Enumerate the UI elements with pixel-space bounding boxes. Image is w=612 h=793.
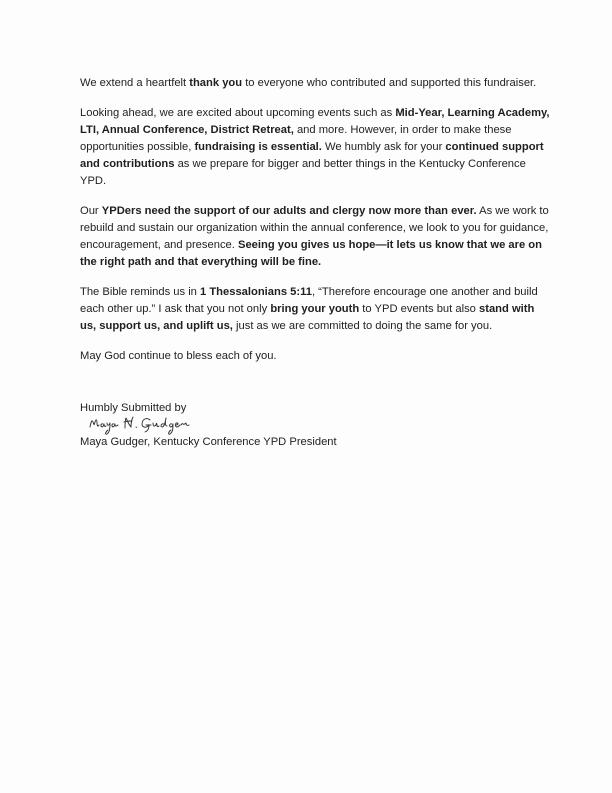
text-run: to everyone who contributed and supported this fundraiser. (242, 77, 537, 89)
text-run: as we prepare for bigger and better things in the Kentucky Conference YPD. (80, 158, 526, 187)
signature-image (88, 413, 203, 439)
bold-run: fundraising is essential. (194, 141, 322, 153)
bold-run: 1 Thessalonians 5:11 (200, 286, 312, 298)
bold-run: YPDers need the support of our adults and clergy now more than ever. (101, 205, 477, 217)
text-run: As we work to rebuild and sustain our organization within the annual conference, we look to you for guidance, encouragement, and presence. (80, 205, 549, 251)
upcoming-events-paragraph (80, 105, 550, 190)
text-run: to YPD events but also (359, 303, 480, 315)
thank-you-paragraph (80, 75, 550, 92)
bold-run: stand with us, support us, and uplift us, (80, 303, 535, 332)
text-run: Our (80, 205, 102, 217)
bold-run: continued support and contributions (80, 141, 544, 170)
blessing-paragraph: May God continue to bless each of you. (80, 350, 277, 362)
text-run: We humbly ask for your (321, 141, 446, 153)
text-run: just as we are committed to doing the same for you. (232, 320, 493, 332)
bold-run: Seeing you gives us hope—it lets us know that we are on the right path and that everything will be fine. (80, 239, 542, 268)
closing-line: Humbly Submitted by (80, 402, 187, 414)
bold-run: bring your youth (270, 303, 360, 315)
scripture-paragraph (80, 284, 550, 335)
support-paragraph (80, 203, 550, 271)
text-run: Looking ahead, we are excited about upcoming events such as (80, 107, 396, 119)
text-run: The Bible reminds us in (80, 286, 201, 298)
text-run: , “Therefore encourage one another and build each other up.” I ask that you not only (80, 286, 538, 315)
bold-run: Mid-Year, Learning Academy, LTI, Annual Conference, District Retreat, (80, 107, 550, 136)
letter-body (80, 75, 550, 451)
text-run: and more. However, in order to make these opportunities possible, (80, 124, 512, 153)
bold-run: thank you (189, 77, 243, 89)
signer-line: Maya Gudger, Kentucky Conference YPD President (80, 436, 337, 448)
handwritten-signature (88, 413, 203, 444)
text-run: We extend a heartfelt (80, 77, 190, 89)
